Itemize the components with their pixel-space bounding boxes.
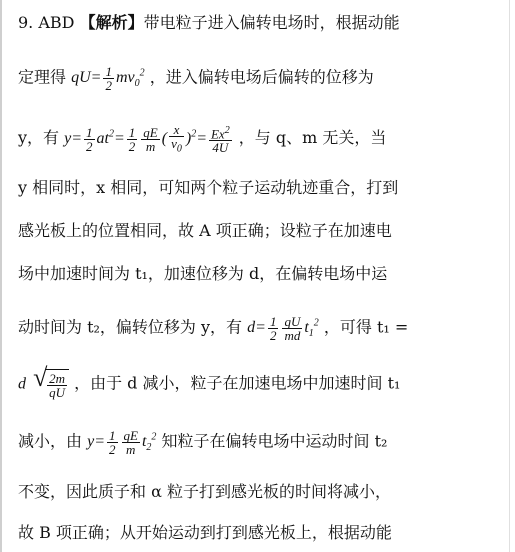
line-1: [18, 13, 400, 33]
line-11: 故 B 项正确；从开始运动到打到感光板上，根据动能: [18, 523, 392, 542]
line-8-text-b: ，由于 d 减小，粒子在加速电场中加速时间 t₁: [74, 373, 401, 393]
right-margin-rule: [509, 0, 510, 552]
line-7: [18, 314, 408, 345]
line-10: 不变，因此质子和 α 粒子打到感光板的时间将减小，: [18, 482, 391, 501]
equation-deflection: y= $\frac{1}{2}$ $at^2=$ $\frac{1}{2}$ $\frac{qE}{m}$ ( $\frac{x}{v_0}$ )$^2$= $\frac{Ex^2}{4U}$: [64, 122, 230, 156]
equation-displacement: d= $\frac{1}{2}$ $\frac{qU}{md}$ $t_1^2$: [247, 314, 319, 344]
line-9: [18, 428, 387, 459]
line-9-text-a: 减小，由: [18, 431, 88, 451]
equation-time: y= $\frac{1}{2}$ $\frac{qE}{m}$ $t_2^2$: [87, 428, 157, 458]
line-2: [18, 64, 374, 95]
line-6: 场中加速时间为 t₁，加速位移为 d，在偏转电场中运: [18, 264, 388, 283]
line-2-text-a: 定理得: [18, 67, 72, 87]
line-3-text-b: ，与 q、m 无关，当: [238, 127, 387, 147]
line-1-text: 带电粒子进入偏转电场时，根据动能: [143, 13, 400, 32]
left-margin-rule: [0, 0, 2, 552]
line-3: [18, 123, 386, 156]
line-8: [18, 363, 401, 400]
line-4: y 相同时，x 相同，可知两个粒子运动轨迹重合，打到: [18, 178, 399, 197]
line-9-text-b: 知粒子在偏转电场中运动时间 t₂: [161, 431, 388, 451]
line-7-text-a: 动时间为 t₂，偏转位移为 y，有: [18, 317, 248, 337]
line-7-text-b: ，可得 t₁ =: [323, 317, 409, 337]
equation-energy: qU= $\frac{1}{2}$ $mv_0^2$: [71, 64, 145, 94]
analysis-tag: 【解析】: [79, 13, 144, 32]
line-3-text-a: y，有: [18, 127, 65, 147]
question-number: 9. ABD: [18, 13, 75, 32]
line-8-text-a: d: [18, 375, 26, 393]
line-2-text-b: ，进入偏转电场后偏转的位移为: [149, 67, 374, 87]
line-5: 感光板上的位置相同，故 A 项正确；设粒子在加速电: [18, 221, 392, 240]
equation-sqrt: √ $\frac{2m}{qU}$: [33, 369, 69, 399]
